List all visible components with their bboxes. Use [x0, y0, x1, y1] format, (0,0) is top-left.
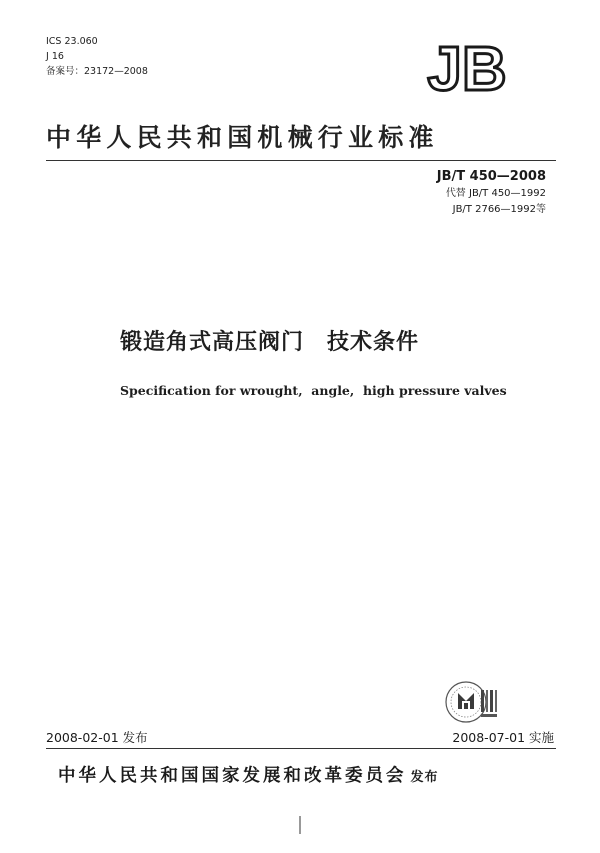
publisher-emblem — [445, 676, 503, 728]
industry-standard-title: 中华人民共和国机械行业标准 — [46, 123, 439, 152]
header-rule — [46, 160, 556, 161]
standard-number-block — [437, 168, 546, 218]
document-title-chinese: 锻造角式高压阀门 技术条件 — [120, 330, 420, 355]
filing-number: 备案号：23172—2008 — [46, 66, 148, 77]
issuing-authority — [58, 762, 439, 787]
scan-artifact — [299, 816, 301, 834]
standard-metadata — [46, 34, 148, 79]
jb-logo-text: JB — [427, 38, 507, 96]
category-code: J 16 — [46, 51, 64, 62]
replaces-line-1: 代替 JB/T 450—1992 — [445, 188, 546, 199]
publish-date: 2008-02-01 发布 — [46, 730, 148, 745]
jb-logo — [416, 38, 518, 96]
footer-rule — [46, 748, 556, 749]
standard-number: JB/T 450—2008 — [436, 169, 546, 184]
replaces-line-2: JB/T 2766—1992等 — [452, 204, 546, 215]
implement-date: 2008-07-01 实施 — [452, 730, 554, 745]
issuer-suffix: 发布 — [410, 770, 439, 785]
issuer-name: 中华人民共和国国家发展和改革委员会 — [58, 766, 407, 786]
document-title-english: Specification for wrought, angle, high pressure valves — [120, 383, 507, 398]
ics-code: ICS 23.060 — [46, 36, 98, 47]
